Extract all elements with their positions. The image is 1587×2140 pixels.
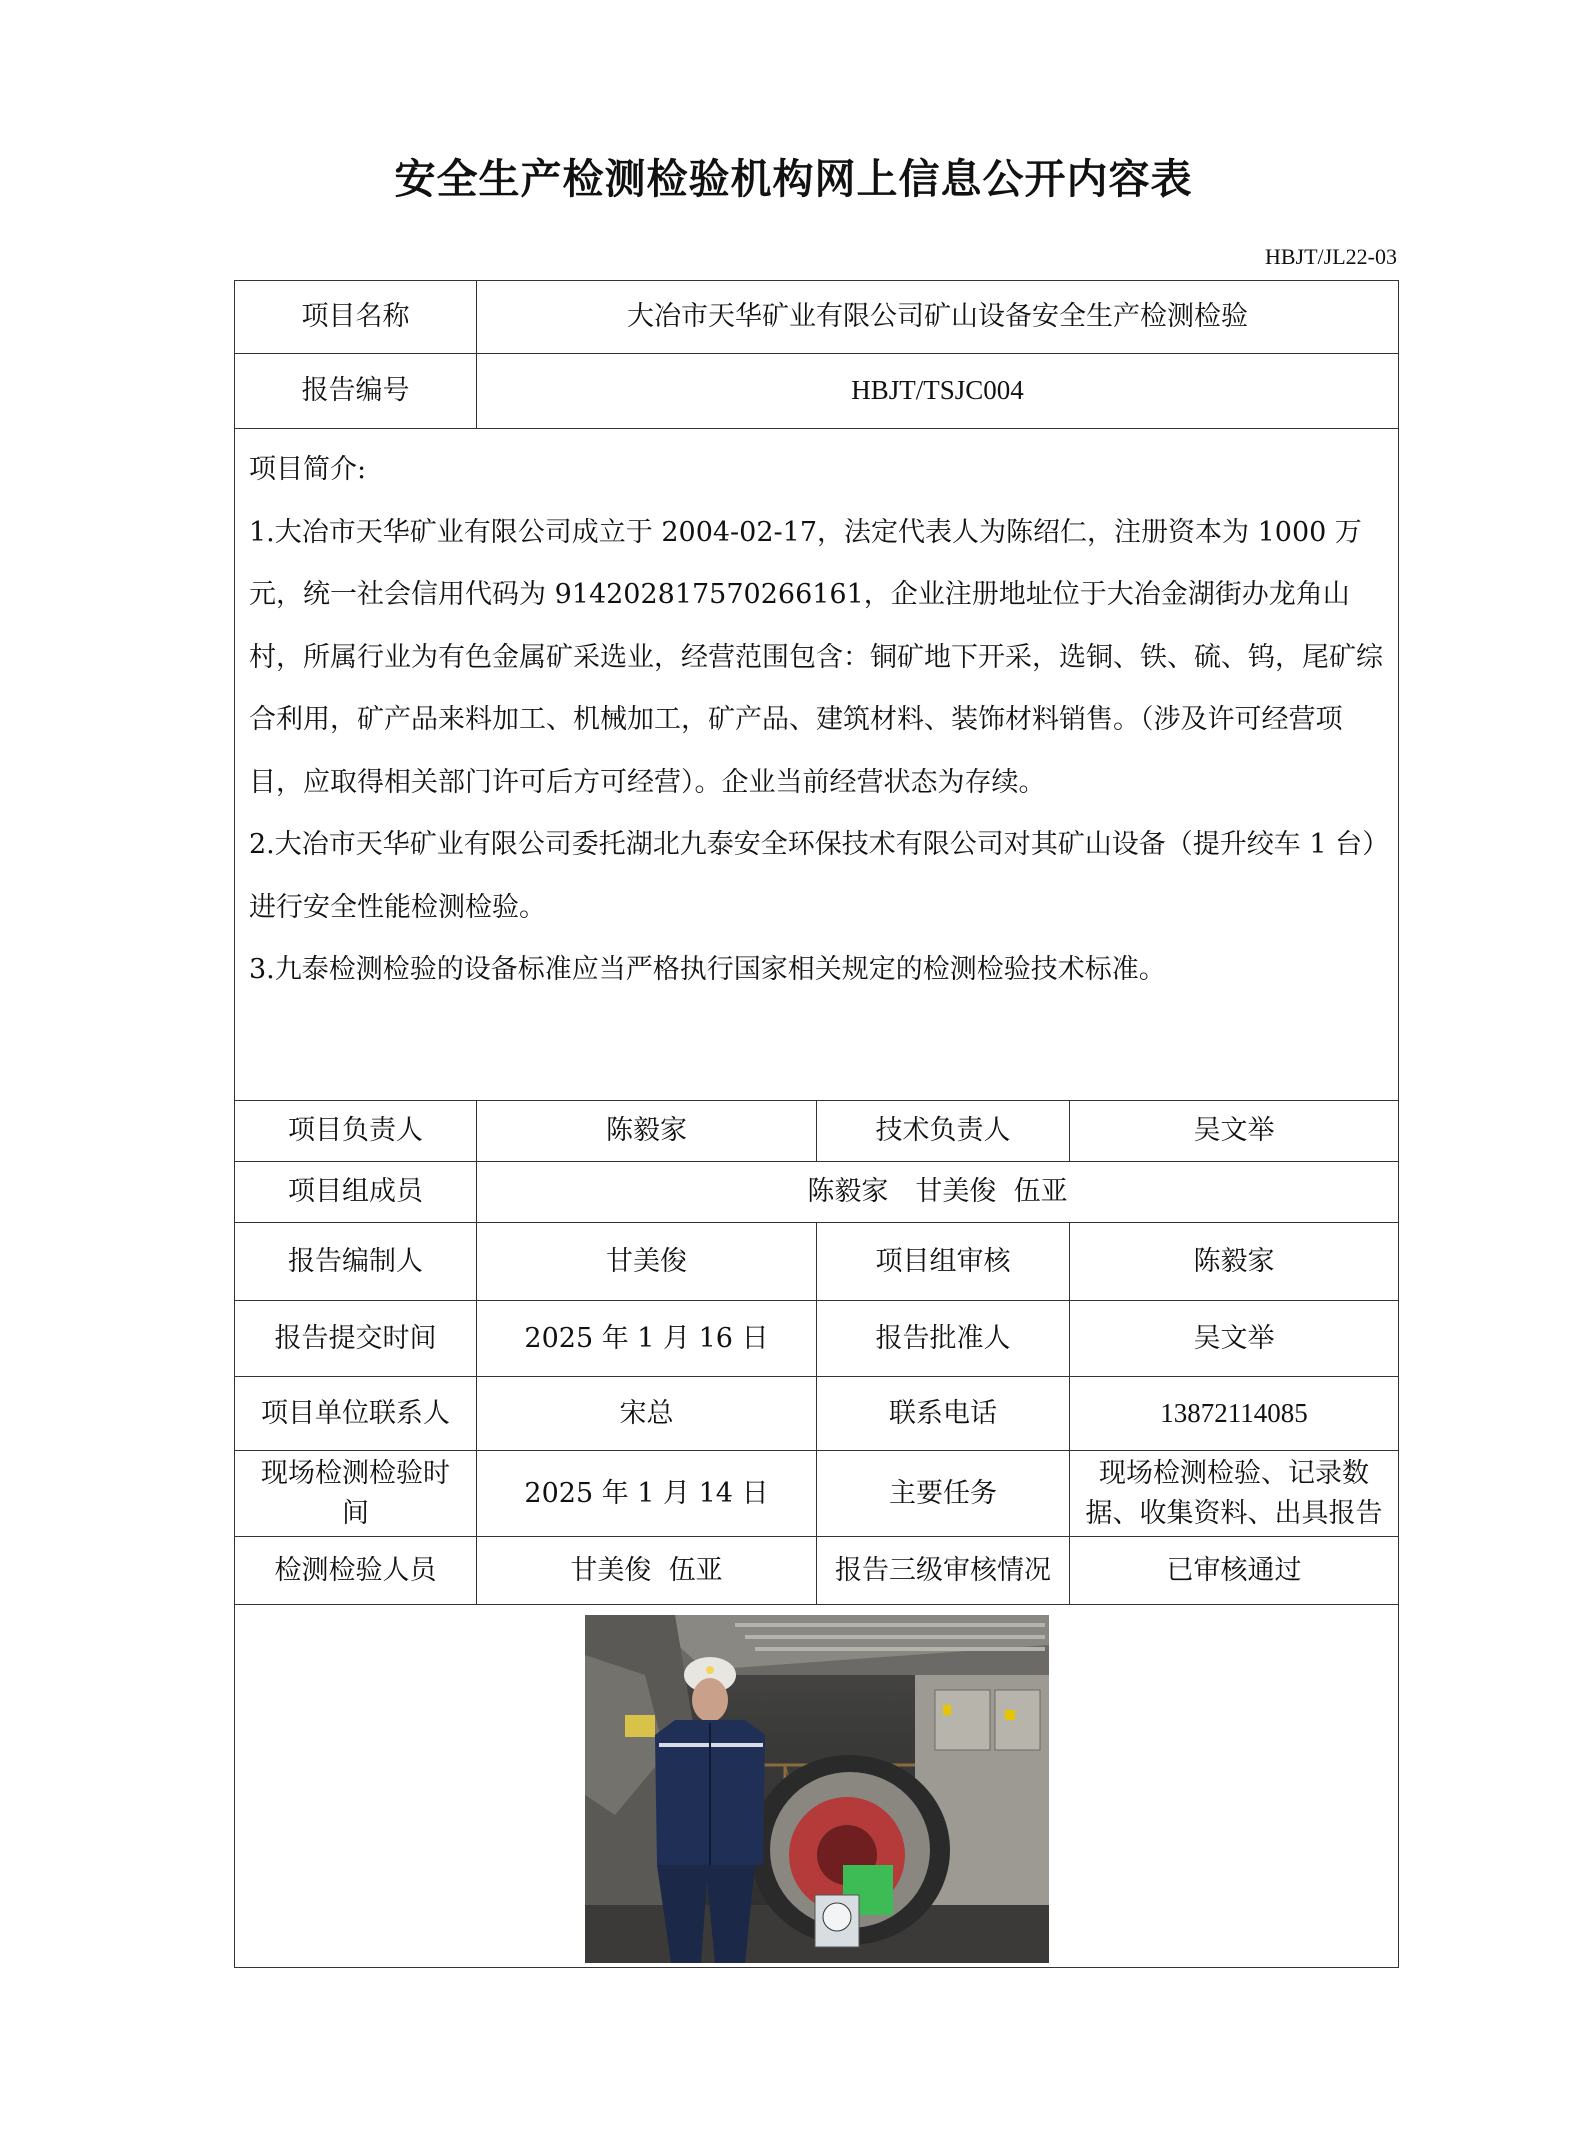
site-photo [585,1615,1049,1963]
project-leader-label: 项目负责人 [235,1101,477,1162]
phone-label: 联系电话 [817,1377,1070,1451]
intro-paragraph-2: 2.大冶市天华矿业有限公司委托湖北九泰安全环保技术有限公司对其矿山设备（提升绞车 1 台）进行安全性能检测检验。 [249,829,1376,923]
intro-paragraph-3: 3.九泰检测检验的设备标准应当严格执行国家相关规定的检测检验技术标准。 [249,954,1166,985]
document-number: HBJT/JL22-03 [1265,244,1397,269]
approver-label: 报告批准人 [817,1301,1070,1377]
tasks-label: 主要任务 [817,1451,1070,1537]
field-time-value: 2025 年 1 月 14 日 [477,1451,817,1537]
inspectors-value: 甘美俊 伍亚 [477,1537,817,1605]
inspectors-label: 检测检验人员 [235,1537,477,1605]
intro-label: 项目简介: [249,454,367,485]
tasks-value: 现场检测检验、记录数据、收集资料、出具报告 [1070,1451,1399,1537]
page-title: 安全生产检测检验机构网上信息公开内容表 [394,155,1193,203]
photo-cell [235,1605,1399,1968]
project-intro [235,429,1399,1101]
contact-label: 项目单位联系人 [235,1377,477,1451]
project-name-value: 大冶市天华矿业有限公司矿山设备安全生产检测检验 [477,281,1399,354]
report-number-label: 报告编号 [235,354,477,429]
field-time-label: 现场检测检验时间 [235,1451,477,1537]
tech-leader-value: 吴文举 [1070,1101,1399,1162]
report-number-value: HBJT/TSJC004 [477,354,1399,429]
project-name-label: 项目名称 [235,281,477,354]
intro-paragraph-1: 1.大冶市天华矿业有限公司成立于 2004-02-17，法定代表人为陈绍仁，注册资本为 1000 万元，统一社会信用代码为 914202817570266161，企业注册地址位于大冶金湖街办龙角山村，所属行业为有色金属矿采选业，经营范围包含：铜矿地下开采，选铜、铁、硫、钨，尾矿综合利用，矿产品来料加工、机械加工，矿产品、建筑材料、装饰材料销售。（涉及许可经营项目，应取得相关部门许可后方可经营）。企业当前经营状态为存续。 [249,516,1383,798]
contact-value: 宋总 [477,1377,817,1451]
info-table [234,280,1399,1968]
submit-time-value: 2025 年 1 月 16 日 [477,1301,817,1377]
members-label: 项目组成员 [235,1162,477,1223]
tech-leader-label: 技术负责人 [817,1101,1070,1162]
phone-value: 13872114085 [1070,1377,1399,1451]
reviewer-label: 项目组审核 [817,1223,1070,1301]
report-author-label: 报告编制人 [235,1223,477,1301]
approver-value: 吴文举 [1070,1301,1399,1377]
review-status-label: 报告三级审核情况 [817,1537,1070,1605]
review-status-value: 已审核通过 [1070,1537,1399,1605]
report-author-value: 甘美俊 [477,1223,817,1301]
members-value: 陈毅家 甘美俊 伍亚 [477,1162,1399,1223]
project-leader-value: 陈毅家 [477,1101,817,1162]
submit-time-label: 报告提交时间 [235,1301,477,1377]
reviewer-value: 陈毅家 [1070,1223,1399,1301]
